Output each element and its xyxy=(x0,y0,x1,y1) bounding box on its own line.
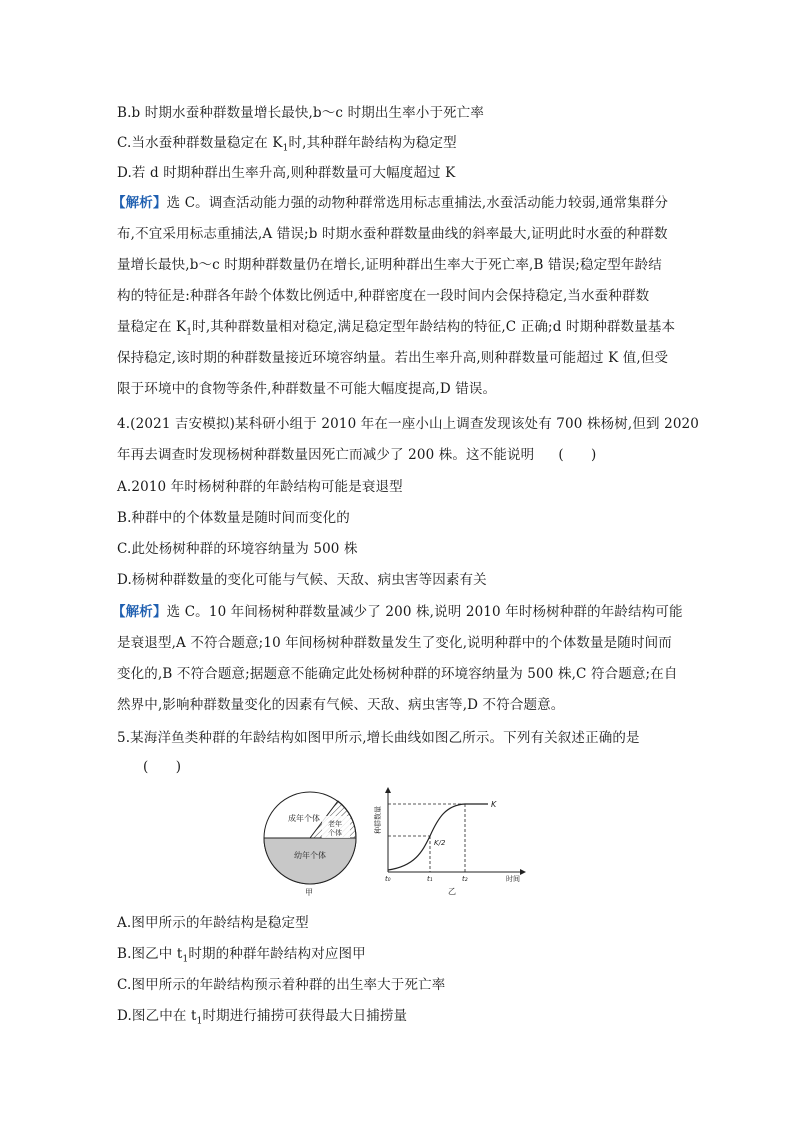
q5-option-b-subscript: 1 xyxy=(182,954,189,965)
q4-option-c: C.此处杨树种群的环境容纳量为 500 株 xyxy=(117,541,358,557)
q3-analysis-line xyxy=(112,193,668,213)
s-curve xyxy=(388,804,488,870)
q4-option-b: B.种群中的个体数量是随时间而变化的 xyxy=(117,510,350,526)
q3-analysis-text-end: 时,其种群数量相对稳定,满足稳定型年龄结构的特征,C 正确;d 时期种群数量基本 xyxy=(192,319,676,335)
q3-analysis-line xyxy=(117,317,675,337)
q4-stem-line: 4.(2021 吉安模拟)某科研小组于 2010 年在一座小山上调查发现该处有 700 株杨树,但到 2020 xyxy=(117,416,700,432)
q5-option-d-text-end: 时期进行捕捞可获得最大日捕捞量 xyxy=(202,1008,408,1024)
q3-analysis-subscript: 1 xyxy=(186,327,193,338)
q3-analysis-text: 量稳定在 K xyxy=(117,319,187,335)
q3-analysis-line: 布,不宜采用标志重捕法,A 错误;b 时期水蚕种群数量曲线的斜率最大,证明此时水蚕的种群数 xyxy=(117,226,668,242)
young-sector xyxy=(264,838,356,884)
q5-option-b xyxy=(117,944,366,964)
q3-analysis-line: 构的特征是:种群各年龄个体数比例适中,种群密度在一段时间内会保持稳定,当水蚕种群数 xyxy=(117,288,650,304)
q3-analysis-text: 选 C。调查活动能力强的动物种群常选用标志重捕法,水蚕活动能力较弱,通常集群分 xyxy=(166,195,669,211)
q4-analysis-line: 变化的,B 不符合题意;据题意不能确定此处杨树种群的环境容纳量为 500 株,C 符合题意;在自 xyxy=(117,666,678,682)
q4-option-a: A.2010 年时杨树种群的年龄结构可能是衰退型 xyxy=(117,479,403,495)
pie-adult-label: 成年个体 xyxy=(288,814,320,823)
q5-option-a: A.图甲所示的年龄结构是稳定型 xyxy=(117,915,309,931)
t2-label: t₂ xyxy=(462,875,468,883)
x-axis-arrow xyxy=(520,869,526,875)
q3-analysis-line: 保持稳定,该时期的种群数量接近环境容纳量。若出生率升高,则种群数量可能超过 K 值,但受 xyxy=(117,350,669,366)
q4-analysis-label: 【解析】 xyxy=(112,604,167,620)
q5-option-d xyxy=(117,1006,407,1026)
q3-analysis-label: 【解析】 xyxy=(112,195,167,211)
curve-caption: 乙 xyxy=(448,887,456,896)
answer-blank: ( ) xyxy=(558,447,597,463)
q5-figure xyxy=(258,786,538,898)
age-structure-pie xyxy=(264,792,356,897)
t1-label: t₁ xyxy=(427,875,433,883)
pie-caption: 甲 xyxy=(305,888,313,897)
q4-stem-text: 年再去调查时发现杨树种群数量因死亡而减少了 200 株。这不能说明 xyxy=(117,447,535,463)
q5-option-c: C.图甲所示的年龄结构预示着种群的出生率大于死亡率 xyxy=(117,977,446,993)
pie-old-label: 老年 xyxy=(328,820,342,828)
q3-option-b: B.b 时期水蚕种群数量增长最快,b～c 时期出生率小于死亡率 xyxy=(117,105,485,121)
q5-stem: 5.某海洋鱼类种群的年龄结构如图甲所示,增长曲线如图乙所示。下列有关叙述正确的是 xyxy=(117,730,640,746)
q3-analysis-line: 限于环境中的食物等条件,种群数量不可能大幅度提高,D 错误。 xyxy=(117,381,497,397)
q3-option-c-text: C.当水蚕种群数量稳定在 K xyxy=(117,135,283,151)
q3-option-c xyxy=(117,133,457,153)
k-label: K xyxy=(491,800,497,809)
x-axis-label: 时间 xyxy=(506,875,520,883)
q4-analysis-text: 选 C。10 年间杨树种群数量减少了 200 株,说明 2010 年时杨树种群的年龄结构可能 xyxy=(166,604,683,620)
pie-old-label: 个体 xyxy=(328,829,342,837)
k2-label: K/2 xyxy=(434,839,446,847)
q4-stem-line xyxy=(117,445,596,465)
pie-young-label: 幼年个体 xyxy=(294,851,326,860)
q3-option-d: D.若 d 时期种群出生率升高,则种群数量可大幅度超过 K xyxy=(117,165,456,181)
growth-curve-chart xyxy=(373,787,526,896)
q3-option-c-subscript: 1 xyxy=(282,143,289,154)
q3-analysis-line: 量增长最快,b～c 时期种群数量仍在增长,证明种群出生率大于死亡率,B 错误;稳定型年龄结 xyxy=(117,257,662,273)
q3-option-c-text-end: 时,其种群年龄结构为稳定型 xyxy=(288,135,457,151)
q5-option-d-subscript: 1 xyxy=(196,1016,203,1027)
q4-analysis-line: 然界中,影响种群数量变化的因素有气候、天敌、病虫害等,D 不符合题意。 xyxy=(117,697,565,713)
answer-blank: ( ) xyxy=(143,759,182,775)
q4-analysis-line xyxy=(112,602,683,622)
t0-label: t₀ xyxy=(385,875,391,883)
q5-option-b-text-end: 时期的种群年龄结构对应图甲 xyxy=(188,946,366,962)
q5-option-b-text: B.图乙中 t xyxy=(117,946,183,962)
y-axis-arrow xyxy=(385,787,391,793)
q4-analysis-line: 是衰退型,A 不符合题意;10 年间杨树种群数量发生了变化,说明种群中的个体数量是随时间而 xyxy=(117,635,672,651)
q5-option-d-text: D.图乙中在 t xyxy=(117,1008,197,1024)
q4-option-d: D.杨树种群数量的变化可能与气候、天敌、病虫害等因素有关 xyxy=(117,572,487,588)
y-axis-label: 种群数量 xyxy=(374,806,382,834)
